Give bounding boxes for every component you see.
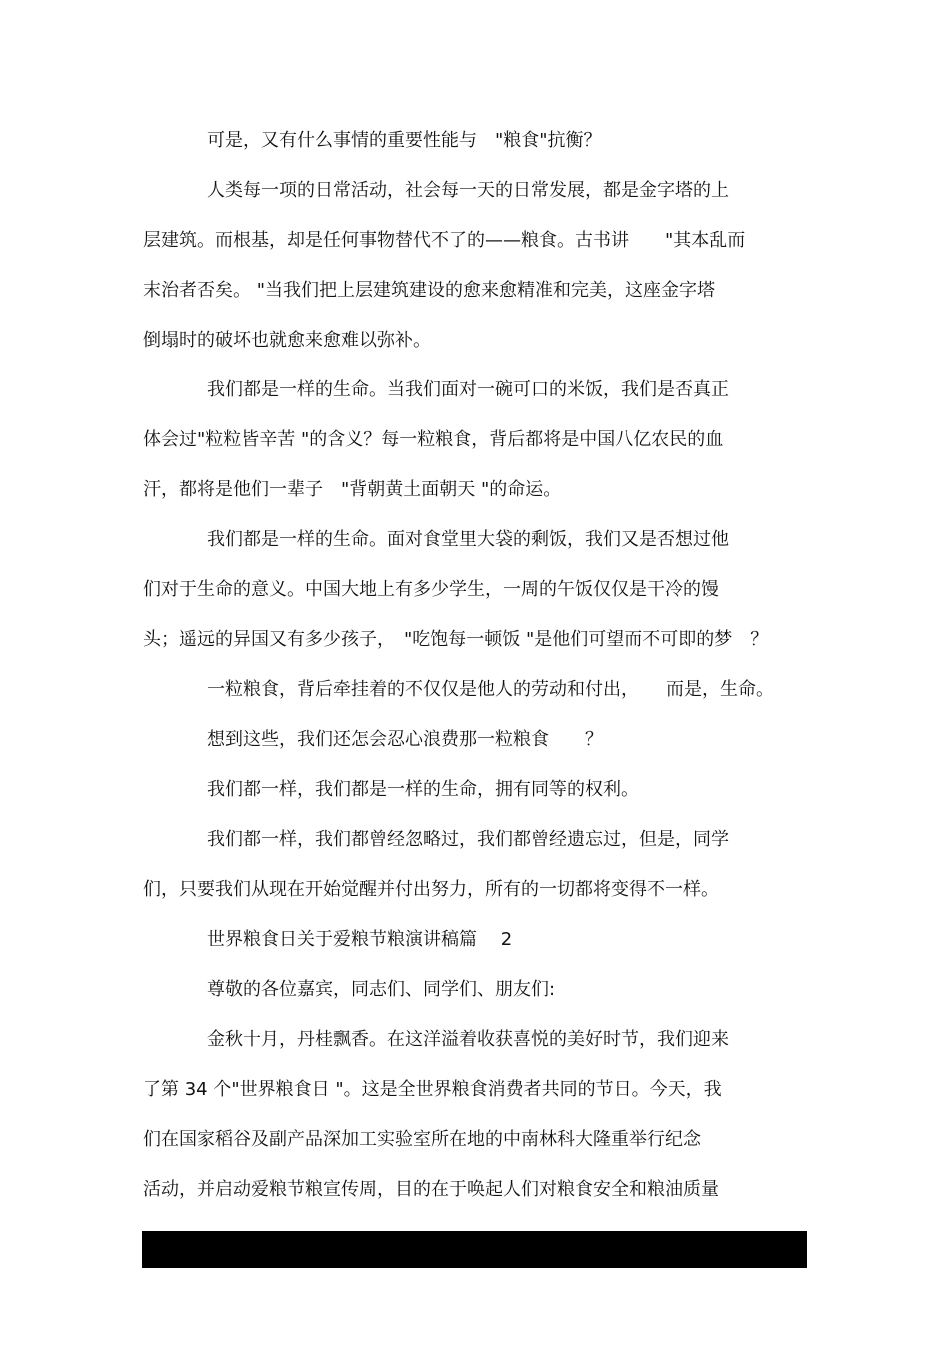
text-line: 层建筑。而根基，却是任何事物替代不了的——粮食。古书讲 "其本乱而 xyxy=(143,230,746,251)
text-line: 末治者否矣。 "当我们把上层建筑建设的愈来愈精准和完美，这座金字塔 xyxy=(143,280,715,301)
text-line: 汗，都将是他们一辈子 "背朝黄土面朝天 "的命运。 xyxy=(143,479,562,500)
text-line: 们，只要我们从现在开始觉醒并付出努力，所有的一切都将变得不一样。 xyxy=(143,879,719,900)
paragraph-start: 想到这些，我们还怎会忍心浪费那一粒粮食 ？ xyxy=(207,729,603,750)
text-line: 头；遥远的异国又有多少孩子， "吃饱每一顿饭 "是他们可望而不可即的梦 ？ xyxy=(143,629,769,650)
paragraph-start: 我们都一样，我们都曾经忽略过，我们都曾经遗忘过，但是，同学 xyxy=(207,829,729,850)
text-line: 体会过"粒粒皆辛苦 "的含义？每一粒粮食，背后都将是中国八亿农民的血 xyxy=(143,429,724,450)
footer-bar xyxy=(142,1231,807,1268)
salutation: 尊敬的各位嘉宾，同志们、同学们、朋友们: xyxy=(207,979,556,1000)
text-line: 们对于生命的意义。中国大地上有多少学生，一周的午饭仅仅是干冷的馒 xyxy=(143,579,719,600)
text-line: 了第 34 个"世界粮食日 "。这是全世界粮食消费者共同的节日。今天，我 xyxy=(143,1079,722,1100)
text-line: 活动，并启动爱粮节粮宣传周，目的在于唤起人们对粮食安全和粮油质量 xyxy=(143,1179,719,1200)
section-heading: 世界粮食日关于爱粮节粮演讲稿篇 2 xyxy=(207,929,513,950)
text-line: 可是，又有什么事情的重要性能与 "粮食"抗衡？ xyxy=(207,130,602,151)
paragraph-start: 我们都一样，我们都是一样的生命，拥有同等的权利。 xyxy=(207,779,639,800)
paragraph-start: 我们都是一样的生命。当我们面对一碗可口的米饭，我们是否真正 xyxy=(207,379,729,400)
paragraph-start: 我们都是一样的生命。面对食堂里大袋的剩饭，我们又是否想过他 xyxy=(207,529,729,550)
text-line: 倒塌时的破坏也就愈来愈难以弥补。 xyxy=(143,330,431,351)
paragraph-start: 一粒粮食，背后牵挂着的不仅仅是他人的劳动和付出， 而是，生命。 xyxy=(207,679,774,700)
paragraph-start: 人类每一项的日常活动，社会每一天的日常发展，都是金字塔的上 xyxy=(207,180,729,201)
paragraph-start: 金秋十月，丹桂飘香。在这洋溢着收获喜悦的美好时节，我们迎来 xyxy=(207,1029,729,1050)
text-line: 们在国家稻谷及副产品深加工实验室所在地的中南林科大隆重举行纪念 xyxy=(143,1129,701,1150)
